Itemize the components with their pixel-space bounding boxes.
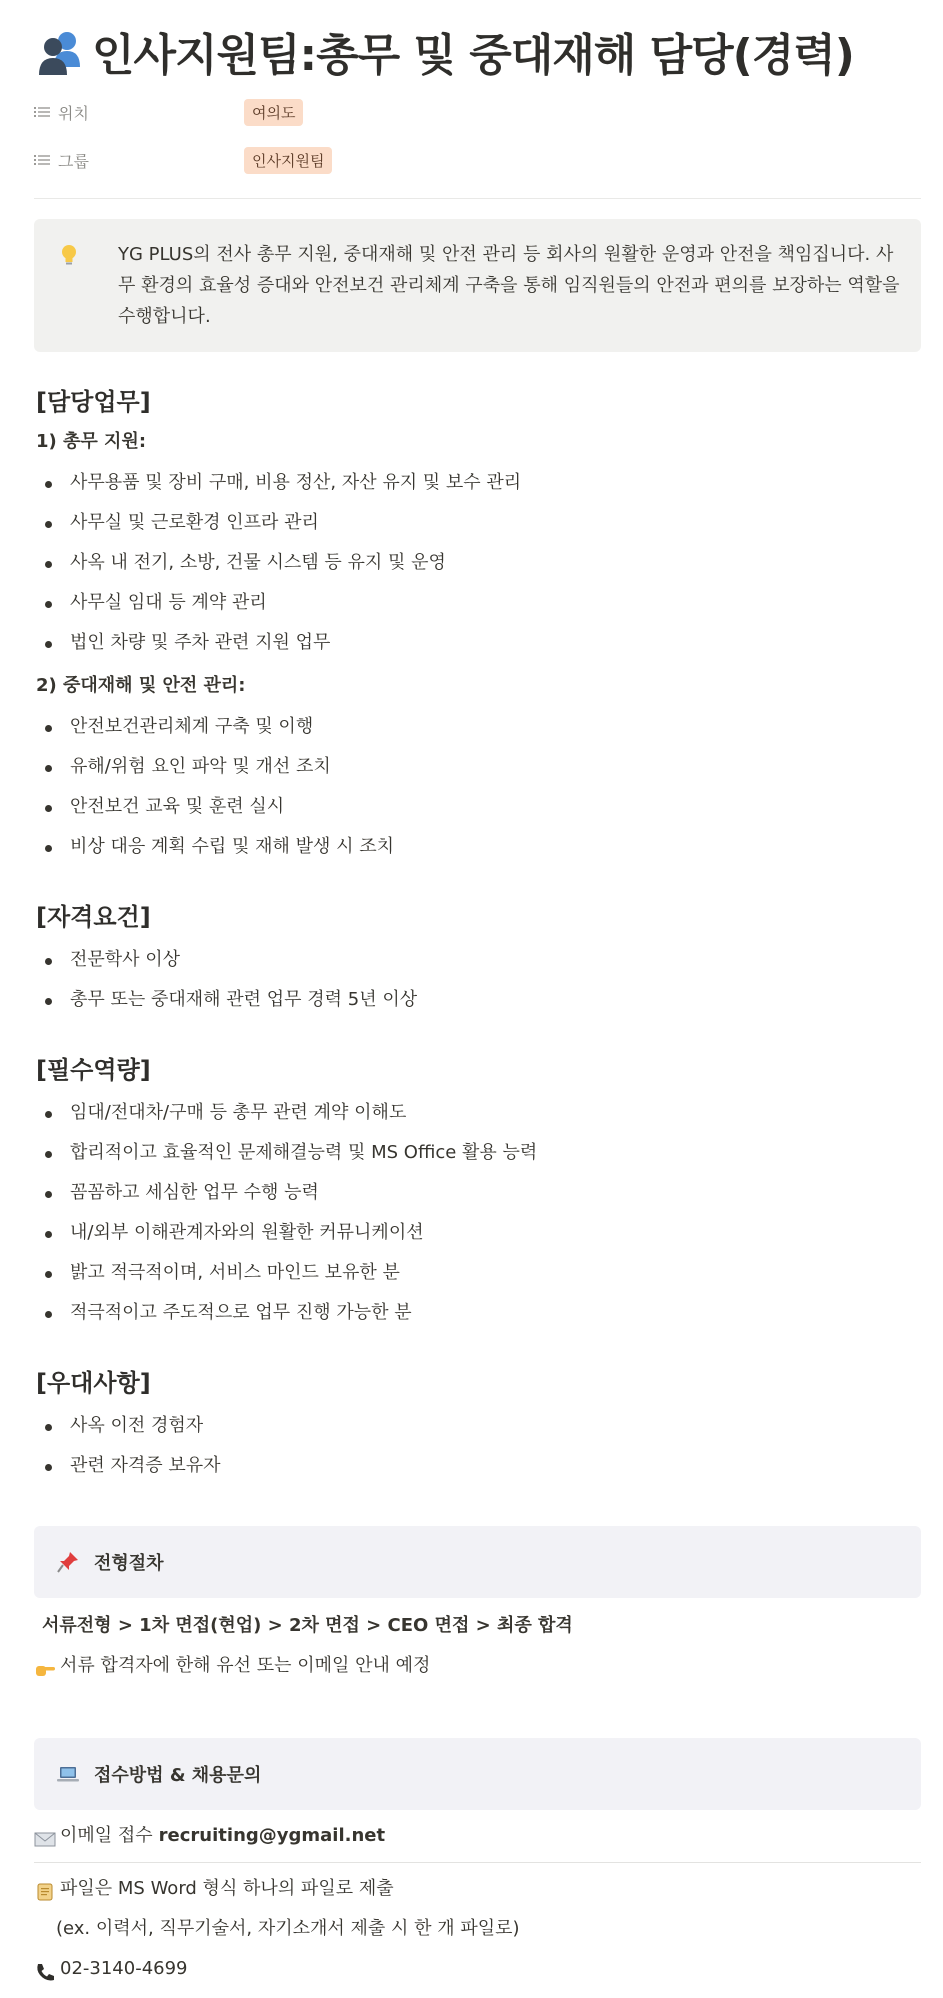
page xyxy=(0,18,943,1989)
email-label: 이메일 접수 xyxy=(60,1825,153,1846)
competencies-heading: [필수역량] xyxy=(36,1056,151,1084)
phone-row xyxy=(34,1949,921,1989)
duties-list-2 xyxy=(34,707,921,867)
process-note-row xyxy=(34,1646,921,1686)
location-tag: 여의도 xyxy=(244,99,303,126)
scroll-icon xyxy=(34,1878,56,1900)
process-box xyxy=(34,1526,921,1598)
process-heading: 전형절차 xyxy=(94,1553,164,1574)
intro-callout xyxy=(34,219,921,352)
list-item: 적극적이고 주도적으로 업무 진행 가능한 분 xyxy=(34,1293,921,1333)
list-item: 안전보건관리체계 구축 및 이행 xyxy=(34,707,921,747)
list-item: 사옥 내 전기, 소방, 건물 시스템 등 유지 및 운영 xyxy=(34,543,921,583)
preferred-heading: [우대사항] xyxy=(36,1369,151,1397)
list-item: 안전보건 교육 및 훈련 실시 xyxy=(34,787,921,827)
callout-text: YG PLUS의 전사 총무 지원, 중대재해 및 안전 관리 등 회사의 원활한 운영과 안전을 책임집니다. 사무 환경의 효율성 증대와 안전보건 관리체계 구축을 통해 임직원들의 안전과 편의를 보장하는 역할을 수행합니다. xyxy=(118,244,900,327)
list-item: 총무 또는 중대재해 관련 업무 경력 5년 이상 xyxy=(34,980,921,1020)
envelope-icon xyxy=(34,1825,56,1847)
list-item: 임대/전대차/구매 등 총무 관련 계약 이해도 xyxy=(34,1093,921,1133)
divider xyxy=(34,198,921,199)
list-item: 법인 차량 및 주차 관련 지원 업무 xyxy=(34,623,921,663)
list-item: 사무실 임대 등 계약 관리 xyxy=(34,583,921,623)
competencies-list xyxy=(34,1093,921,1333)
duties-heading: [담당업무] xyxy=(36,388,151,416)
list-item: 내/외부 이해관계자와의 원활한 커뮤니케이션 xyxy=(34,1213,921,1253)
email-address[interactable]: recruiting@ygmail.net xyxy=(158,1825,386,1846)
email-row xyxy=(34,1816,921,1856)
file-example: (ex. 이력서, 직무기술서, 자기소개서 제출 시 한 개 파일로) xyxy=(56,1918,520,1939)
list-item: 유해/위험 요인 파악 및 개선 조치 xyxy=(34,747,921,787)
list-icon xyxy=(34,154,50,166)
phone-number[interactable]: 02-3140-4699 xyxy=(60,1958,188,1979)
list-item: 합리적이고 효율적인 문제해결능력 및 MS Office 활용 능력 xyxy=(34,1133,921,1173)
page-title-row xyxy=(34,18,921,84)
duties-subheading-2: 2) 중대재해 및 안전 관리: xyxy=(36,675,246,696)
list-item: 밝고 적극적이며, 서비스 마인드 보유한 분 xyxy=(34,1253,921,1293)
list-item: 비상 대응 계획 수립 및 재해 발생 시 조치 xyxy=(34,827,921,867)
file-note: 파일은 MS Word 형식 하나의 파일로 제출 xyxy=(60,1878,394,1899)
list-item: 전문학사 이상 xyxy=(34,940,921,980)
phone-icon xyxy=(34,1958,56,1980)
process-steps: 서류전형 > 1차 면접(현업) > 2차 면접 > CEO 면접 > 최종 합격 xyxy=(42,1615,573,1636)
divider xyxy=(34,1862,921,1863)
preferred-list xyxy=(34,1406,921,1486)
property-name: 위치 xyxy=(58,103,89,123)
list-item: 꼼꼼하고 세심한 업무 수행 능력 xyxy=(34,1173,921,1213)
pointing-hand-icon xyxy=(34,1655,56,1677)
list-item: 관련 자격증 보유자 xyxy=(34,1446,921,1486)
people-icon xyxy=(34,25,86,77)
property-group[interactable] xyxy=(34,136,921,184)
property-location[interactable] xyxy=(34,88,921,136)
lightbulb-icon xyxy=(58,239,84,332)
file-note-row xyxy=(34,1869,921,1909)
qualifications-heading: [자격요건] xyxy=(36,903,151,931)
list-item: 사옥 이전 경험자 xyxy=(34,1406,921,1446)
property-name: 그룹 xyxy=(58,151,89,171)
qualifications-list xyxy=(34,940,921,1020)
page-title: 인사지원팀:총무 및 중대재해 담당(경력) xyxy=(92,30,854,81)
laptop-icon xyxy=(56,1762,80,1786)
list-item: 사무실 및 근로환경 인프라 관리 xyxy=(34,503,921,543)
list-item: 사무용품 및 장비 구매, 비용 정산, 자산 유지 및 보수 관리 xyxy=(34,463,921,503)
process-note: 서류 합격자에 한해 유선 또는 이메일 안내 예정 xyxy=(60,1655,431,1676)
list-icon xyxy=(34,106,50,118)
group-tag: 인사지원팀 xyxy=(244,147,332,174)
pushpin-icon xyxy=(56,1550,80,1574)
apply-heading: 접수방법 & 채용문의 xyxy=(94,1765,262,1786)
duties-list-1 xyxy=(34,463,921,663)
properties xyxy=(34,88,921,184)
duties-subheading-1: 1) 총무 지원: xyxy=(36,431,147,452)
apply-box xyxy=(34,1738,921,1810)
